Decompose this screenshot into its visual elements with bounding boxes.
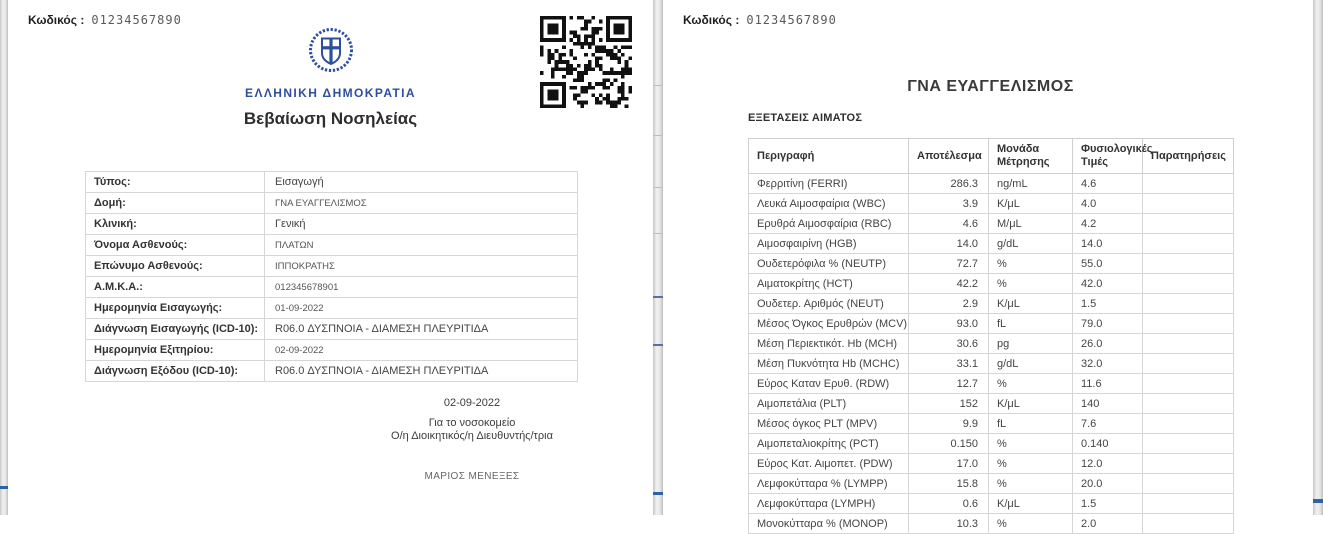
info-row — [86, 340, 578, 361]
lab-cell-result: 3.9 — [909, 194, 989, 214]
lab-cell-name: Φερριτίνη (FERRI) — [749, 174, 909, 194]
lab-cell-note — [1143, 394, 1234, 414]
lab-cell-result: 30.6 — [909, 334, 989, 354]
edge-row-line — [653, 296, 663, 298]
section-label: ΕΞΕΤΑΣΕΙΣ ΑΙΜΑΤΟΣ — [748, 112, 863, 124]
field-label: Διάγνωση Εισαγωγής (ICD-10): — [86, 319, 265, 340]
lab-cell-result: 33.1 — [909, 354, 989, 374]
lab-cell-result: 17.0 — [909, 454, 989, 474]
document-lab-results — [663, 0, 1313, 530]
lab-cell-name: Ουδετερόφιλα % (NEUTP) — [749, 254, 909, 274]
lab-row — [749, 314, 1234, 334]
lab-cell-name: Αιμοσφαιρίνη (HGB) — [749, 234, 909, 254]
info-row — [86, 277, 578, 298]
edge-blue-line — [1313, 499, 1323, 503]
lab-cell-unit: % — [989, 374, 1073, 394]
lab-row — [749, 254, 1234, 274]
lab-row — [749, 354, 1234, 374]
lab-cell-unit: % — [989, 254, 1073, 274]
lab-cell-name: Αιματοκρίτης (HCT) — [749, 274, 909, 294]
lab-cell-note — [1143, 494, 1234, 514]
field-value: 012345678901 — [265, 277, 578, 298]
lab-cell-normal: 32.0 — [1073, 354, 1143, 374]
lab-results-table — [748, 138, 1234, 534]
field-value: Εισαγωγή — [265, 172, 578, 193]
document-hospitalization-certificate — [8, 0, 653, 515]
field-label: Ημερομηνία Εισαγωγής: — [86, 298, 265, 319]
field-value: ΠΛΑΤΩΝ — [265, 235, 578, 256]
lab-cell-unit: g/dL — [989, 234, 1073, 254]
director-line: Ο/η Διοικητικός/η Διευθυντής/τρια — [391, 430, 553, 442]
for-hospital-line: Για το νοσοκομείο — [428, 417, 516, 429]
lab-cell-normal: 2.0 — [1073, 514, 1143, 534]
lab-cell-result: 152 — [909, 394, 989, 414]
lab-row — [749, 454, 1234, 474]
lab-row — [749, 294, 1234, 314]
lab-cell-note — [1143, 174, 1234, 194]
field-label: Ημερομηνία Εξιτηρίου: — [86, 340, 265, 361]
hospital-title: ΓΝΑ ΕΥΑΓΓΕΛΙΣΜΟΣ — [907, 78, 1074, 95]
field-label: Δομή: — [86, 193, 265, 214]
field-label: Τύπος: — [86, 172, 265, 193]
lab-cell-normal: 42.0 — [1073, 274, 1143, 294]
lab-cell-result: 42.2 — [909, 274, 989, 294]
lab-cell-unit: fL — [989, 314, 1073, 334]
lab-cell-unit: K/μL — [989, 294, 1073, 314]
lab-cell-normal: 4.2 — [1073, 214, 1143, 234]
greek-coat-of-arms-icon — [307, 61, 355, 78]
info-row — [86, 256, 578, 277]
field-value: ΙΠΠΟΚΡΑΤΗΣ — [265, 256, 578, 277]
lab-cell-unit: % — [989, 274, 1073, 294]
lab-cell-note — [1143, 194, 1234, 214]
lab-cell-result: 10.3 — [909, 514, 989, 534]
info-table — [85, 171, 578, 382]
lab-cell-unit: pg — [989, 334, 1073, 354]
lab-row — [749, 274, 1234, 294]
lab-row — [749, 514, 1234, 534]
lab-cell-unit: ng/mL — [989, 174, 1073, 194]
lab-cell-name: Εύρος Καταν Ερυθ. (RDW) — [749, 374, 909, 394]
lab-cell-result: 15.8 — [909, 474, 989, 494]
lab-cell-normal: 0.140 — [1073, 434, 1143, 454]
lab-row — [749, 334, 1234, 354]
lab-cell-note — [1143, 294, 1234, 314]
lab-cell-name: Λευκά Αιμοσφαίρια (WBC) — [749, 194, 909, 214]
col-notes: Παρατηρήσεις — [1143, 139, 1234, 174]
lab-cell-result: 12.7 — [909, 374, 989, 394]
info-row — [86, 172, 578, 193]
lab-cell-note — [1143, 254, 1234, 274]
info-row — [86, 235, 578, 256]
lab-cell-unit: g/dL — [989, 354, 1073, 374]
lab-cell-unit: M/μL — [989, 214, 1073, 234]
lab-cell-note — [1143, 274, 1234, 294]
col-description: Περιγραφή — [749, 139, 909, 174]
lab-cell-normal: 20.0 — [1073, 474, 1143, 494]
lab-cell-note — [1143, 434, 1234, 454]
document-code — [683, 13, 837, 27]
code-value: 01234567890 — [746, 13, 837, 27]
info-row — [86, 361, 578, 382]
field-value: R06.0 ΔΥΣΠΝΟΙΑ - ΔΙΑΜΕΣΗ ΠΛΕΥΡΙΤΙΔΑ — [265, 361, 578, 382]
field-value: ΓΝΑ ΕΥΑΓΓΕΛΙΣΜΟΣ — [265, 193, 578, 214]
page-title: Βεβαίωση Νοσηλείας — [243, 109, 418, 128]
lab-cell-result: 2.9 — [909, 294, 989, 314]
edge-row-line — [653, 344, 663, 346]
edge-row-line — [653, 85, 663, 86]
lab-cell-name: Ερυθρά Αιμοσφαίρια (RBC) — [749, 214, 909, 234]
lab-cell-normal: 1.5 — [1073, 294, 1143, 314]
edge-row-line — [653, 135, 663, 136]
lab-cell-name: Μέση Περιεκτικότ. Hb (MCH) — [749, 334, 909, 354]
lab-header-row — [749, 139, 1234, 174]
field-value: 01-09-2022 — [265, 298, 578, 319]
field-label: Επώνυμο Ασθενούς: — [86, 256, 265, 277]
field-label: Όνομα Ασθενούς: — [86, 235, 265, 256]
lab-cell-name: Λεμφοκύτταρα (LYMPH) — [749, 494, 909, 514]
field-label: Α.Μ.Κ.Α.: — [86, 277, 265, 298]
lab-cell-name: Λεμφοκύτταρα % (LYMPP) — [749, 474, 909, 494]
document-code — [28, 13, 182, 27]
lab-cell-unit: % — [989, 454, 1073, 474]
col-normal-values: Φυσιολογικές Τιμές — [1073, 139, 1143, 174]
lab-cell-note — [1143, 354, 1234, 374]
info-row — [86, 298, 578, 319]
lab-cell-result: 286.3 — [909, 174, 989, 194]
field-label: Διάγνωση Εξόδου (ICD-10): — [86, 361, 265, 382]
lab-cell-normal: 140 — [1073, 394, 1143, 414]
info-row — [86, 319, 578, 340]
lab-cell-note — [1143, 454, 1234, 474]
lab-cell-unit: % — [989, 514, 1073, 534]
signature-block — [318, 397, 626, 483]
lab-cell-note — [1143, 474, 1234, 494]
col-unit: Μονάδα Μέτρησης — [989, 139, 1073, 174]
edge-blue-line — [0, 486, 8, 489]
adjacent-page-edge-right — [1313, 0, 1323, 515]
lab-cell-note — [1143, 514, 1234, 534]
lab-row — [749, 394, 1234, 414]
lab-cell-note — [1143, 374, 1234, 394]
qr-code — [540, 16, 632, 108]
info-row — [86, 214, 578, 235]
code-label: Κωδικός : — [683, 13, 740, 27]
lab-cell-name: Μέσος όγκος PLT (MPV) — [749, 414, 909, 434]
edge-blue-line — [653, 492, 663, 495]
lab-cell-result: 4.6 — [909, 214, 989, 234]
lab-cell-result: 93.0 — [909, 314, 989, 334]
lab-cell-normal: 11.6 — [1073, 374, 1143, 394]
lab-row — [749, 214, 1234, 234]
lab-cell-note — [1143, 334, 1234, 354]
edge-row-line — [653, 233, 663, 234]
info-row — [86, 193, 578, 214]
col-result: Αποτέλεσμα — [909, 139, 989, 174]
lab-row — [749, 434, 1234, 454]
lab-cell-normal: 12.0 — [1073, 454, 1143, 474]
lab-cell-name: Μέσος Όγκος Ερυθρών (MCV) — [749, 314, 909, 334]
field-label: Κλινική: — [86, 214, 265, 235]
lab-cell-unit: K/μL — [989, 394, 1073, 414]
lab-cell-note — [1143, 234, 1234, 254]
lab-row — [749, 194, 1234, 214]
lab-row — [749, 474, 1234, 494]
lab-cell-result: 14.0 — [909, 234, 989, 254]
lab-cell-result: 0.6 — [909, 494, 989, 514]
lab-cell-normal: 1.5 — [1073, 494, 1143, 514]
lab-cell-name: Αιμοπετάλια (PLT) — [749, 394, 909, 414]
code-value: 01234567890 — [91, 13, 182, 27]
lab-cell-normal: 14.0 — [1073, 234, 1143, 254]
code-label: Κωδικός : — [28, 13, 85, 27]
republic-label: ΕΛΛΗΝΙΚΗ ΔΗΜΟΚΡΑΤΙΑ — [245, 86, 416, 100]
field-value: Γενική — [265, 214, 578, 235]
lab-cell-result: 0.150 — [909, 434, 989, 454]
lab-cell-unit: % — [989, 434, 1073, 454]
edge-row-line — [653, 187, 663, 188]
lab-cell-result: 72.7 — [909, 254, 989, 274]
signer-name: ΜΑΡΙΟΣ ΜΕΝΕΞΕΣ — [424, 471, 520, 482]
lab-cell-name: Αιμοπεταλιοκρίτης (PCT) — [749, 434, 909, 454]
field-value: R06.0 ΔΥΣΠΝΟΙΑ - ΔΙΑΜΕΣΗ ΠΛΕΥΡΙΤΙΔΑ — [265, 319, 578, 340]
lab-row — [749, 494, 1234, 514]
lab-cell-normal: 26.0 — [1073, 334, 1143, 354]
lab-cell-normal: 79.0 — [1073, 314, 1143, 334]
lab-cell-normal: 4.6 — [1073, 174, 1143, 194]
lab-cell-unit: % — [989, 474, 1073, 494]
lab-row — [749, 414, 1234, 434]
lab-cell-name: Μονοκύτταρα % (MONOP) — [749, 514, 909, 534]
lab-cell-unit: fL — [989, 414, 1073, 434]
lab-cell-normal: 7.6 — [1073, 414, 1143, 434]
lab-cell-normal: 4.0 — [1073, 194, 1143, 214]
lab-cell-name: Εύρος Κατ. Αιμοπετ. (PDW) — [749, 454, 909, 474]
lab-cell-note — [1143, 414, 1234, 434]
lab-row — [749, 374, 1234, 394]
adjacent-page-edge-left — [0, 0, 8, 515]
lab-cell-name: Ουδετερ. Αριθμός (NEUT) — [749, 294, 909, 314]
lab-cell-note — [1143, 214, 1234, 234]
lab-cell-note — [1143, 314, 1234, 334]
lab-cell-unit: K/μL — [989, 494, 1073, 514]
lab-cell-result: 9.9 — [909, 414, 989, 434]
signature-date: 02-09-2022 — [443, 397, 501, 409]
lab-cell-name: Μέση Πυκνότητα Hb (MCHC) — [749, 354, 909, 374]
lab-row — [749, 174, 1234, 194]
lab-cell-normal: 55.0 — [1073, 254, 1143, 274]
field-value: 02-09-2022 — [265, 340, 578, 361]
lab-row — [749, 234, 1234, 254]
lab-cell-unit: K/μL — [989, 194, 1073, 214]
adjacent-page-edge-middle — [653, 0, 663, 515]
